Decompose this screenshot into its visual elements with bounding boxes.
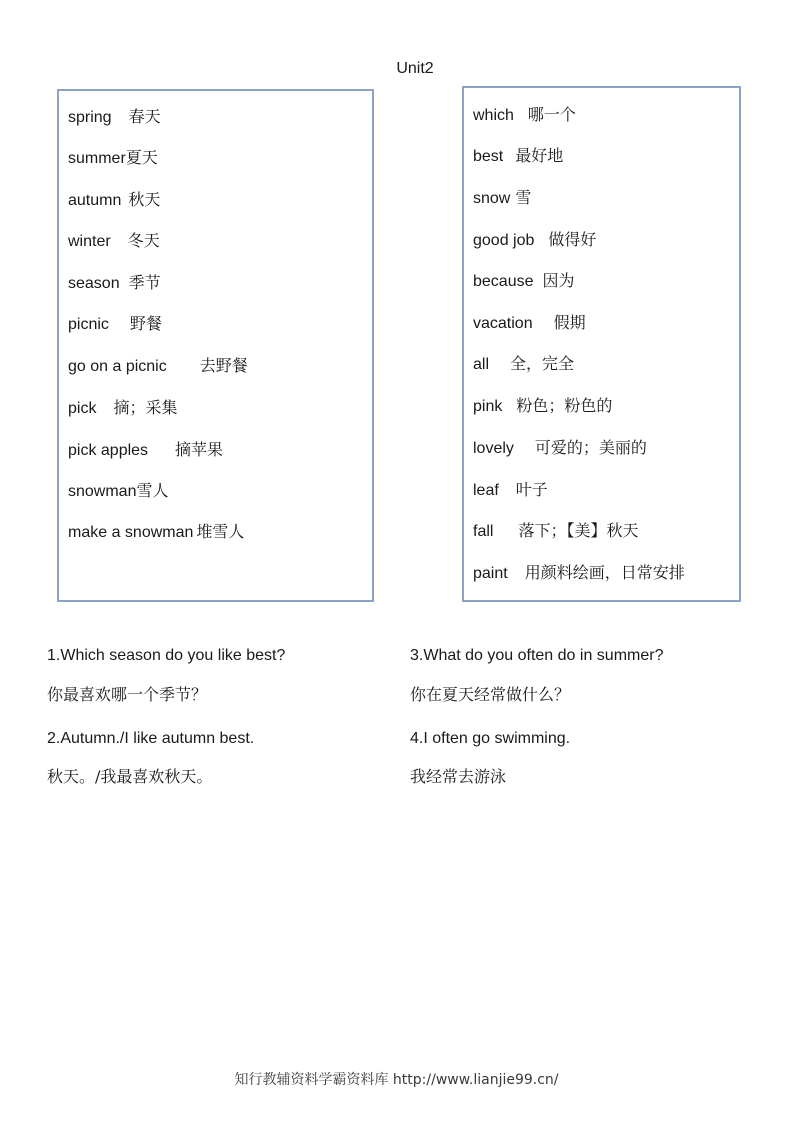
vocab-word: good job xyxy=(473,232,535,249)
vocab-meaning: 哪一个 xyxy=(527,105,576,124)
vocab-word: lovely xyxy=(473,440,514,457)
vocab-word: pick apples xyxy=(68,442,149,459)
vocab-item xyxy=(68,190,160,211)
page-title: Unit2 xyxy=(396,60,434,77)
sentence-4-en: 4.I often go swimming. xyxy=(410,730,571,747)
sentence-4-zh: 我经常去游泳 xyxy=(410,767,507,786)
vocab-word: pink xyxy=(473,398,503,415)
vocab-meaning: 去野餐 xyxy=(199,356,248,375)
vocab-meaning: 叶子 xyxy=(515,480,548,499)
vocab-item xyxy=(68,398,177,419)
vocab-word: season xyxy=(68,275,120,292)
vocab-meaning: 雪人 xyxy=(136,481,169,500)
vocab-word: autumn xyxy=(68,192,122,209)
vocab-item xyxy=(473,396,612,417)
vocab-meaning: 落下；【美】秋天 xyxy=(518,521,639,540)
vocab-word: pick xyxy=(68,400,97,417)
vocab-meaning: 做得好 xyxy=(548,230,597,249)
vocab-meaning: 最好地 xyxy=(515,146,564,165)
vocab-item xyxy=(473,188,531,209)
vocab-item xyxy=(473,563,685,584)
vocab-item xyxy=(68,273,161,294)
vocab-item xyxy=(68,481,169,502)
vocab-item xyxy=(473,521,638,542)
vocab-item xyxy=(473,480,548,501)
vocab-meaning: 冬天 xyxy=(127,231,160,250)
vocab-item xyxy=(473,230,596,251)
vocab-item xyxy=(68,148,158,169)
vocab-meaning: 假期 xyxy=(553,313,586,332)
vocab-word: paint xyxy=(473,565,508,582)
vocab-item xyxy=(473,313,586,334)
vocab-item xyxy=(68,107,161,128)
vocab-item xyxy=(68,231,160,252)
vocab-meaning: 春天 xyxy=(128,107,161,126)
sentence-3-en: 3.What do you often do in summer? xyxy=(410,647,664,664)
vocab-meaning: 全，完全 xyxy=(510,354,575,373)
vocab-item xyxy=(473,354,574,375)
vocab-item xyxy=(473,105,576,126)
vocab-meaning: 用颜料绘画，日常安排 xyxy=(524,563,685,582)
vocab-word: all xyxy=(473,356,490,373)
vocab-meaning: 因为 xyxy=(542,271,575,290)
vocab-box-right xyxy=(462,86,741,602)
vocab-item xyxy=(68,356,248,377)
vocab-meaning: 夏天 xyxy=(125,148,158,167)
vocab-word: which xyxy=(473,107,514,124)
vocab-meaning: 秋天 xyxy=(128,190,161,209)
vocab-word: leaf xyxy=(473,482,499,499)
sentence-2-zh: 秋天。/我最喜欢秋天。 xyxy=(47,767,213,786)
vocab-meaning: 雪 xyxy=(515,188,532,207)
vocab-box-left xyxy=(57,89,374,602)
vocab-item xyxy=(473,438,647,459)
vocab-word: because xyxy=(473,273,534,290)
sentence-3-zh: 你在夏天经常做什么？ xyxy=(410,685,571,704)
vocab-word: spring xyxy=(68,109,112,126)
vocab-meaning: 粉色；粉色的 xyxy=(516,396,613,415)
vocab-word: vacation xyxy=(473,315,533,332)
vocab-word: go on a picnic xyxy=(68,358,167,375)
sentence-2-en: 2.Autumn./I like autumn best. xyxy=(47,730,255,747)
vocab-item xyxy=(473,146,563,167)
vocab-word: make a snowman xyxy=(68,524,194,541)
vocab-meaning: 季节 xyxy=(128,273,161,292)
vocab-meaning: 野餐 xyxy=(129,314,162,333)
vocab-item xyxy=(473,271,575,292)
vocab-word: best xyxy=(473,148,504,165)
vocab-item xyxy=(68,440,223,461)
vocab-item xyxy=(68,522,244,543)
vocab-word: snow xyxy=(473,190,511,207)
sentence-1-en: 1.Which season do you like best? xyxy=(47,647,286,664)
vocab-word: summer xyxy=(68,150,126,167)
sentence-1-zh: 你最喜欢哪一个季节？ xyxy=(47,685,208,704)
vocab-word: fall xyxy=(473,523,494,540)
vocab-word: winter xyxy=(68,233,111,250)
footer-text: 知行教辅资料学霸资料库 http://www.lianjie99.cn/ xyxy=(234,1072,559,1088)
vocab-meaning: 堆雪人 xyxy=(196,522,245,541)
vocab-meaning: 摘苹果 xyxy=(175,440,224,459)
vocab-meaning: 可爱的；美丽的 xyxy=(534,438,647,457)
vocab-word: snowman xyxy=(68,483,137,500)
vocab-word: picnic xyxy=(68,316,109,333)
vocab-item xyxy=(68,314,162,335)
vocab-meaning: 摘；采集 xyxy=(113,398,178,417)
